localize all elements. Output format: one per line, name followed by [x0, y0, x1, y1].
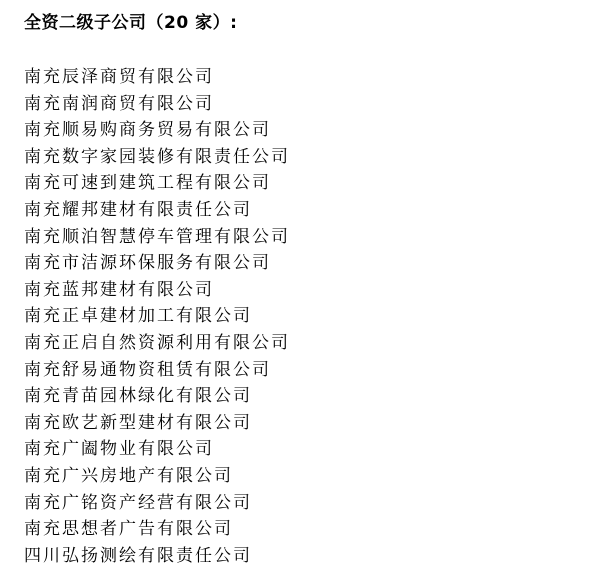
- list-item-company: 南充广铭资产经营有限公司: [24, 492, 252, 513]
- list-item-company: 南充可速到建筑工程有限公司: [24, 173, 271, 194]
- company-list: [24, 64, 584, 569]
- section-heading: 全资二级子公司（20 家）:: [24, 13, 238, 33]
- list-item-company: 南充青苗园林绿化有限公司: [24, 386, 252, 407]
- list-item-company: 南充市洁源环保服务有限公司: [24, 253, 271, 274]
- list-item-company: 南充数字家园装修有限责任公司: [24, 146, 290, 167]
- list-item-company: 南充欧艺新型建材有限公司: [24, 412, 252, 433]
- list-item-company: 南充耀邦建材有限责任公司: [24, 199, 252, 220]
- list-item-company: 南充正卓建材加工有限公司: [24, 306, 252, 327]
- list-item-company: 南充顺泊智慧停车管理有限公司: [24, 226, 290, 247]
- list-item-company: 南充舒易通物资租赁有限公司: [24, 359, 271, 380]
- list-item-company: 南充广阖物业有限公司: [24, 439, 214, 460]
- spacer: [24, 36, 584, 64]
- list-item-company: 南充辰泽商贸有限公司: [24, 67, 214, 87]
- document-page: [24, 10, 584, 569]
- list-item-company: 南充思想者广告有限公司: [24, 519, 233, 540]
- list-item-company: 南充正启自然资源利用有限公司: [24, 332, 290, 353]
- list-item-company: 南充广兴房地产有限公司: [24, 465, 233, 486]
- list-item-company: 四川弘扬测绘有限责任公司: [24, 545, 252, 566]
- list-item-company: 南充顺易购商务贸易有限公司: [24, 120, 271, 141]
- list-item-company: 南充南润商贸有限公司: [24, 93, 214, 114]
- list-item-company: 南充蓝邦建材有限公司: [24, 279, 214, 300]
